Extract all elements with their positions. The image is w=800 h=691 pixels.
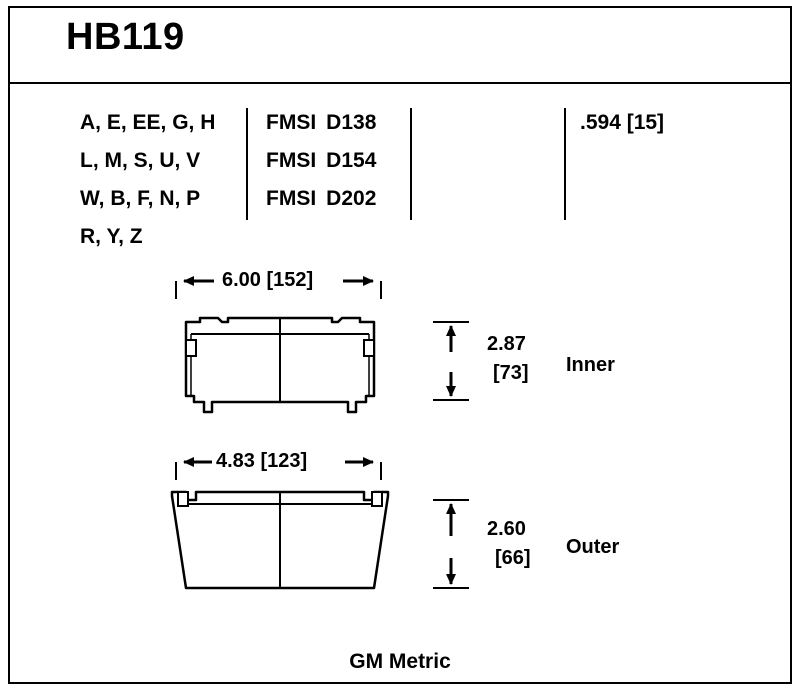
outer-pad-label: Outer [566, 536, 620, 558]
spec-table [80, 104, 700, 254]
fmsi-row [266, 142, 416, 180]
thickness-value: .594 [15] [580, 111, 665, 134]
fmsi-code: D138 [326, 111, 377, 134]
outer-height-label-mm: [66] [495, 547, 531, 569]
inner-height-label-in: 2.87 [487, 333, 526, 355]
inner-pad-label: Inner [566, 354, 615, 376]
compound-row: L, M, S, U, V [80, 149, 201, 172]
fmsi-row [266, 180, 416, 218]
outer-height-label-in: 2.60 [487, 518, 526, 540]
outer-width-label: 4.83 [123] [216, 450, 308, 472]
title-divider [10, 82, 790, 84]
table-divider-1 [246, 108, 248, 220]
compound-row: W, B, F, N, P [80, 187, 201, 210]
fmsi-row [266, 104, 416, 142]
compound-row: A, E, EE, G, H [80, 111, 216, 134]
inner-height-label-mm: [73] [493, 362, 529, 384]
fmsi-code: D154 [326, 149, 377, 172]
compound-code-column [80, 104, 240, 256]
compound-row: R, Y, Z [80, 225, 143, 248]
inner-width-label: 6.00 [152] [222, 269, 314, 291]
fmsi-label: FMSI [266, 149, 317, 172]
fmsi-label: FMSI [266, 187, 317, 210]
fmsi-label: FMSI [266, 111, 317, 134]
table-divider-3 [564, 108, 566, 220]
fmsi-column [266, 104, 416, 218]
part-number: HB119 [66, 16, 185, 58]
application-caption: GM Metric [349, 650, 451, 673]
fmsi-code: D202 [326, 187, 377, 210]
